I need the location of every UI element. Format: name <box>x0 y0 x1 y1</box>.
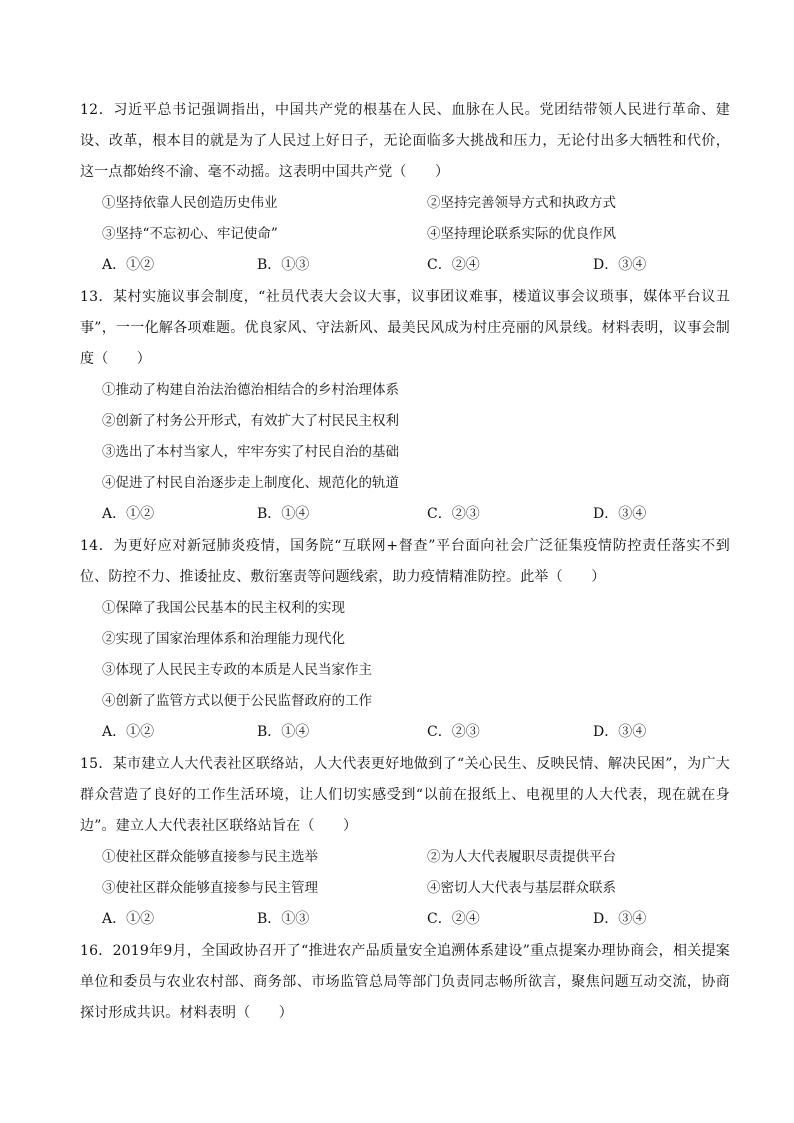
option-4: ④促进了村民自治逐步走上制度化、规范化的轨道 <box>102 475 399 491</box>
option-4: ④密切人大代表与基层群众联系 <box>427 880 616 896</box>
options <box>80 593 730 717</box>
answer-d: D．③④ <box>593 911 647 927</box>
answer-choices <box>80 717 730 748</box>
option-3: ③使社区群众能够直接参与民主管理 <box>102 880 318 896</box>
options <box>80 188 730 250</box>
question-16 <box>80 936 730 1029</box>
question-stem: 13．某村实施议事会制度，“社员代表大会议大事，议事团议难事，楼道议事会议琐事，媒体平台议丑事”，一一化解各项难题。优良家风、守法新风、最美民风成为村庄亮丽的风景线。材料表明，议事会制度（ ） <box>80 289 730 367</box>
question-13 <box>80 282 730 530</box>
question-15 <box>80 749 730 935</box>
option-4: ④创新了监管方式以便于公民监督政府的工作 <box>102 693 372 709</box>
options <box>80 375 730 499</box>
option-2: ②坚持完善领导方式和执政方式 <box>427 195 616 211</box>
answer-a: A．①② <box>102 724 155 740</box>
answer-b: B．①④ <box>257 506 310 522</box>
option-3: ③坚持“不忘初心、牢记使命” <box>102 226 278 242</box>
option-1: ①坚持依靠人民创造历史伟业 <box>102 195 278 211</box>
answer-c: C．②④ <box>427 911 480 927</box>
option-2: ②创新了村务公开形式，有效扩大了村民民主权利 <box>102 413 399 429</box>
answer-c: C．②④ <box>427 257 480 273</box>
answer-b: B．①③ <box>257 257 310 273</box>
option-3: ③体现了人民民主专政的本质是人民当家作主 <box>102 662 372 678</box>
answer-a: A．①② <box>102 506 155 522</box>
answer-b: B．①④ <box>257 724 310 740</box>
option-1: ①使社区群众能够直接参与民主选举 <box>102 849 318 865</box>
answer-choices <box>80 904 730 935</box>
question-stem: 14．为更好应对新冠肺炎疫情，国务院“互联网+督查”平台面向社会广泛征集疫情防控责任落实不到位、防控不力、推诿扯皮、敷衍塞责等问题线索，助力疫情精准防控。此举（ ） <box>80 538 730 585</box>
answer-c: C．②③ <box>427 506 480 522</box>
answer-a: A．①② <box>102 911 155 927</box>
options <box>80 842 730 904</box>
question-12 <box>80 95 730 281</box>
answer-c: C．②③ <box>427 724 480 740</box>
option-4: ④坚持理论联系实际的优良作风 <box>427 226 616 242</box>
answer-d: D．③④ <box>593 724 647 740</box>
answer-choices <box>80 250 730 281</box>
option-1: ①保障了我国公民基本的民主权利的实现 <box>102 600 345 616</box>
option-3: ③选出了本村当家人，牢牢夯实了村民自治的基础 <box>102 444 399 460</box>
question-14 <box>80 531 730 748</box>
question-stem: 15．某市建立人大代表社区联络站，人大代表更好地做到了“关心民生、反映民情、解决民困”，为广大群众营造了良好的工作生活环境，让人们切实感受到“以前在报纸上、电视里的人大代表，现在就在身边”。建立人大代表社区联络站旨在（ ） <box>80 756 730 834</box>
option-1: ①推动了构建自治法治德治相结合的乡村治理体系 <box>102 382 399 398</box>
answer-d: D．③④ <box>593 257 647 273</box>
option-2: ②实现了国家治理体系和治理能力现代化 <box>102 631 345 647</box>
option-2: ②为人大代表履职尽责提供平台 <box>427 849 616 865</box>
question-stem: 16．2019年9月，全国政协召开了“推进农产品质量安全追溯体系建设”重点提案办理协商会，相关提案单位和委员与农业农村部、商务部、市场监管总局等部门负责同志畅所欲言，聚焦问题互动交流，协商探讨形成共识。材料表明（ ） <box>80 943 730 1021</box>
answer-a: A．①② <box>102 257 155 273</box>
answer-choices <box>80 499 730 530</box>
answer-d: D．③④ <box>593 506 647 522</box>
question-stem: 12．习近平总书记强调指出，中国共产党的根基在人民、血脉在人民。党团结带领人民进行革命、建设、改革，根本目的就是为了人民过上好日子，无论面临多大挑战和压力，无论付出多大牺牲和代价，这一点都始终不渝、毫不动摇。这表明中国共产党（ ） <box>80 102 730 180</box>
answer-b: B．①③ <box>257 911 310 927</box>
